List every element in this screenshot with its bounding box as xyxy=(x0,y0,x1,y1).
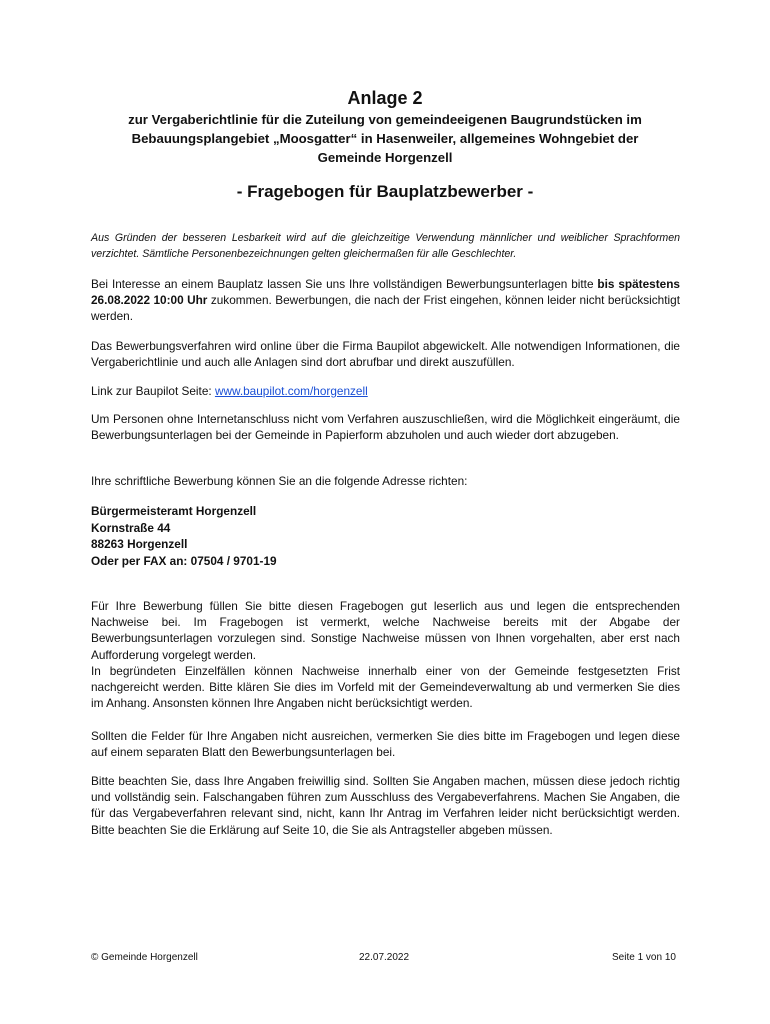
online-procedure-text: Das Bewerbungsverfahren wird online über die Firma Baupilot abgewickelt. Alle notwendigen Informationen, die Vergaberichtlinie und auch alle Anlagen sind dort abrufbar und direkt auszufüllen. xyxy=(91,339,680,370)
deadline-text-pre: Bei Interesse an einem Bauplatz lassen Sie uns Ihre vollständigen Bewerbungsunterlagen bitte xyxy=(91,277,598,291)
link-paragraph xyxy=(91,383,680,399)
paper-form-paragraph xyxy=(91,411,680,443)
subtitle-line: Gemeinde Horgenzell xyxy=(317,150,453,165)
address-line: Bürgermeisteramt Horgenzell xyxy=(91,504,257,518)
footer-date: 22.07.2022 xyxy=(359,952,410,963)
address-line: 88263 Horgenzell xyxy=(91,537,188,551)
deadline-text-post: zukommen. Bewerbungen, die nach der Frist eingehen, können leider nicht berücksichtigt werden. xyxy=(91,293,680,324)
late-submission-text: In begründeten Einzelfällen können Nachweise innerhalb einer von der Gemeinde festgesetzten Frist nachgereicht werden. Bitte klären Sie dies im Vorfeld mit der Gemeindeverwaltung ab und vermerken Sie dies im Anhang. Ansonsten können Ihre Angaben nicht berücksichtigt werden. xyxy=(91,663,680,711)
form-title: - Fragebogen für Bauplatzbewerber - xyxy=(236,182,534,201)
intro-note xyxy=(91,230,680,262)
instructions-paragraph xyxy=(91,598,680,711)
footer-copyright: © Gemeinde Horgenzell xyxy=(91,952,198,963)
paper-form-text: Um Personen ohne Internetanschluss nicht vom Verfahren auszuschließen, wird die Möglichkeit eingeräumt, die Bewerbungsunterlagen bei der Gemeinde in Papierform abzuholen und auch wieder dort abzugeben. xyxy=(91,412,680,443)
footer-page-number: Seite 1 von 10 xyxy=(612,952,676,963)
instructions-text: Für Ihre Bewerbung füllen Sie bitte diesen Fragebogen gut leserlich aus und legen die entsprechenden Nachweise bei. Im Fragebogen ist vermerkt, welche Nachweise bereits mit der Abgabe der Bewerbungsunterlagen vorzulegen sind. Sonstige Nachweise müssen von Ihnen vorgehalten, aber erst nach Aufforderung vorgelegt werden. xyxy=(91,599,680,662)
online-procedure-paragraph xyxy=(91,338,680,370)
subtitle-line: zur Vergaberichtlinie für die Zuteilung von gemeindeeigenen Baugrundstücken im xyxy=(128,112,642,127)
voluntary-text: Bitte beachten Sie, dass Ihre Angaben freiwillig sind. Sollten Sie Angaben machen, müssen diese jedoch richtig und vollständig sein. Falschangaben führen zum Ausschluss des Vergabeverfahrens. Machen Sie Angaben, die für das Vergabeverfahren relevant sind, nicht, kann Ihr Antrag im Verfahren leider nicht berücksichtigt werden. Bitte beachten Sie die Erklärung auf Seite 10, die Sie als Antragsteller abgeben müssen. xyxy=(91,774,680,837)
fax-line: Oder per FAX an: 07504 / 9701-19 xyxy=(91,553,277,568)
address-line: Kornstraße 44 xyxy=(91,520,171,535)
baupilot-link[interactable]: www.baupilot.com/horgenzell xyxy=(214,384,368,398)
deadline-paragraph xyxy=(91,276,680,325)
voluntary-paragraph xyxy=(91,773,680,838)
address-intro-text: Ihre schriftliche Bewerbung können Sie an die folgende Adresse richten: xyxy=(91,474,468,488)
page-title: Anlage 2 xyxy=(347,88,423,108)
extra-sheet-text: Sollten die Felder für Ihre Angaben nicht ausreichen, vermerken Sie dies bitte im Fragebogen und legen diese auf einem separaten Blatt den Bewerbungsunterlagen bei. xyxy=(91,729,680,760)
intro-italic-text: Aus Gründen der besseren Lesbarkeit wird auf die gleichzeitige Verwendung männlicher und weiblicher Sprachformen verzichtet. Sämtliche Personenbezeichnungen gelten gleichermaßen für alle Geschlechter. xyxy=(91,232,680,260)
link-label: Link zur Baupilot Seite: xyxy=(91,384,215,398)
address-block xyxy=(91,503,680,569)
address-intro-paragraph xyxy=(91,473,680,489)
deadline-date: bis spätestens 26.08.2022 10:00 Uhr xyxy=(91,277,680,308)
extra-sheet-paragraph xyxy=(91,728,680,760)
subtitle-line: Bebauungsplangebiet „Moosgatter“ in Hasenweiler, allgemeines Wohngebiet der xyxy=(131,131,639,146)
page-subtitle xyxy=(0,110,770,167)
